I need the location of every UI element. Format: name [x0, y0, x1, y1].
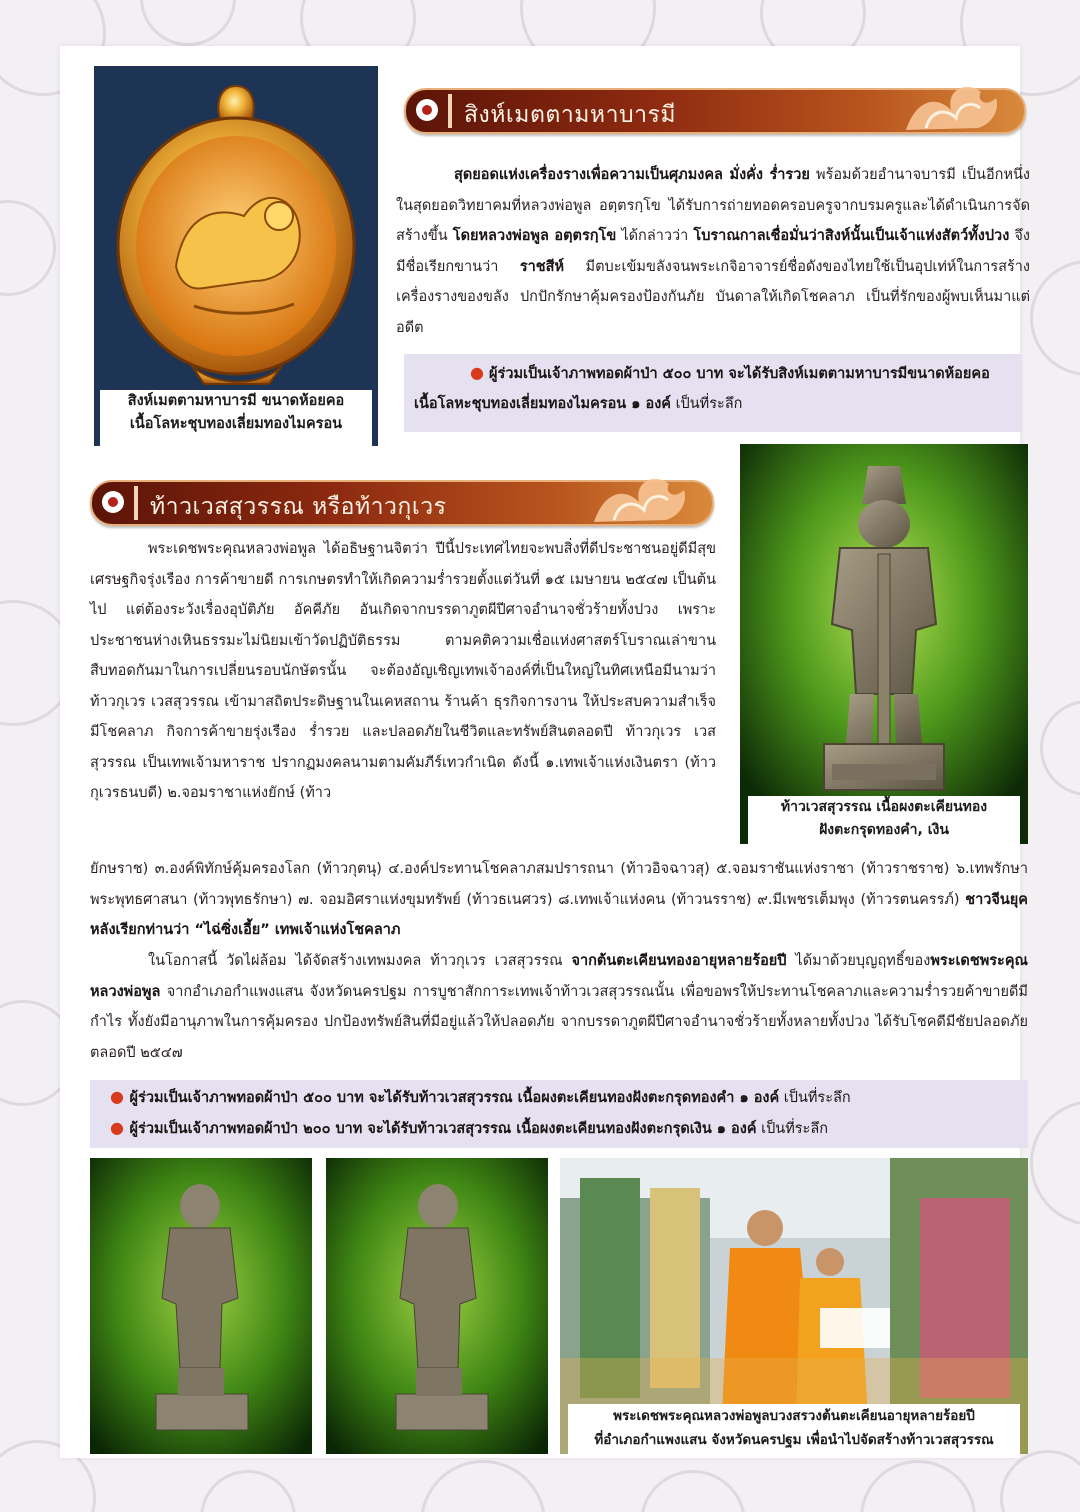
lion-description	[396, 160, 1030, 343]
paragraph-text: ยักษราช) ๓.องค์พิทักษ์คุ้มครองโลก (ท้าวกุตนุ) ๔.องค์ประทานโชคลาภสมปรารถนา (ท้าวอิจฉาวสุ) ๕.จอมราชันแห่งราชา (ท้าวราชราช) ๖.เทพรักษาพระพุทธศาสนา (ท้าวพุทธรักษา) ๗. จอมอิศราแห่งขุมทรัพย์ (ท้าวธเนศวร) ๘.เทพเจ้าแห่งคน (ท้าวนรราช) ๙.มีเพชรเต็มพุง (ท้าวรตนครรภ์)	[90, 861, 1028, 908]
swirl-ornament	[200, 1470, 296, 1512]
section-title: สิงห์เมตตามหาบารมี	[464, 102, 677, 128]
flame-ornament-icon	[896, 80, 1016, 138]
vessavana-statue-caption	[748, 796, 1020, 844]
divider	[448, 94, 452, 128]
offer-line	[110, 1082, 1018, 1113]
swirl-ornament	[1030, 1100, 1080, 1226]
paragraph-text: มีตบะเข้มขลังจนพระเกจิอาจารย์ชื่อดังของไทยใช้เป็นอุปเท่ห์ในการสร้างเครื่องรางของขลัง ปกปักรักษาคุ้มครองป้องกันภัย บันดาลให้เกิดโชคลาภ เป็นที่รักของผู้พบเห็นมาแต่อดีต	[396, 258, 1030, 336]
swirl-ornament	[0, 200, 56, 296]
caption-line: เนื้อโลหะชุบทองเลี่ยมทองไมครอน	[129, 416, 343, 432]
paragraph-highlight: จากต้นตะเคียนทองอายุหลายร้อยปี	[571, 953, 787, 969]
flame-ornament-icon	[584, 472, 704, 530]
caption-line: พระเดชพระคุณหลวงพ่อพูลบวงสรวงต้นตะเคียนอายุหลายร้อยปี	[613, 1408, 975, 1424]
paragraph-highlight: ราชสีห์	[519, 258, 565, 275]
lion-offer-box	[404, 354, 1022, 432]
offer-suffix: เป็นที่ระลึก	[670, 396, 743, 412]
divider	[134, 486, 138, 520]
swirl-ornament	[420, 1460, 546, 1512]
offer-line	[110, 1113, 1018, 1144]
offer-text: ผู้ร่วมเป็นเจ้าภาพทอดผ้าป่า ๒๐๐ บาท จะได้รับท้าวเวสสุวรรณ เนื้อผงตะเคียนทองฝังตะกรุดเงิน ๑ องค์	[129, 1121, 757, 1137]
paragraph-highlight: พระเดชพระคุณหลวงพ่อพูล	[90, 953, 1028, 1000]
section-heading-vessavana	[90, 480, 714, 526]
offer-text: ผู้ร่วมเป็นเจ้าภาพทอดผ้าป่า ๕๐๐ บาท จะได้รับสิงห์เมตตามหาบารมีขนาดห้อยคอ เนื้อโลหะชุบทองเลี่ยมทองไมครอน ๑ องค์	[414, 366, 990, 412]
offer-suffix: เป็นที่ระลึก	[756, 1121, 829, 1137]
paragraph-text: จากอำเภอกำแพงแสน จังหวัดนครปฐม การบูชาสักการะเทพเจ้าท้าวเวสสุวรรณนั้น เพื่อขอพรให้ประทานโชคลาภและความร่ำรวยค้าขายดีมีกำไร ทั้งยังมีอานุภาพในการคุ้มครอง ปกป้องทรัพย์สินที่มีอยู่แล้วให้ปลอดภัย จากบรรดาภูตผีปีศาจอำนาจชั่วร้ายทั้งหลายทั้งปวง ได้รับโชคดีมีชัยปลอดภัยตลอดปี ๒๕๔๗	[90, 983, 1028, 1061]
bullet-icon: ●	[110, 1118, 130, 1137]
section-title: ท้าวเวสสุวรรณ หรือท้าวกุเวร	[150, 494, 447, 520]
lion-pendant-photo	[94, 66, 378, 446]
lion-pendant-caption	[100, 390, 372, 450]
vessavana-creation-description	[90, 946, 1028, 1068]
caption-line: ฝังตะกรุดทองคำ, เงิน	[819, 822, 949, 838]
paragraph-text: พระเดชพระคุณหลวงพ่อพูล ได้อธิษฐานจิตว่า ปีนี้ประเทศไทยจะพบสิ่งที่ดีประชาชนอยู่ดีมีสุข เศรษฐกิจรุ่งเรือง การค้าขายดี การเกษตรทำให้เกิดความร่ำรวยตั้งแต่วันที่ ๑๕ เมษายน ๒๕๔๗ เป็นต้นไป แต่ต้องระวังเรื่องอุบัติภัย อัคคีภัย อันเกิดจากบรรดาภูตผีปีศาจอำนาจชั่วร้ายทั้งปวง เพราะประชาชนห่างเหินธรรมะไม่นิยมเข้าวัดปฏิบัติธรรม ตามคติความเชื่อแห่งศาสตร์โบราณเล่าขานสืบทอดกันมาในการเปลี่ยนรอบนักษัตรนั้น จะต้องอัญเชิญเทพเจ้าองค์ที่เป็นใหญ่ในทิศเหนือมีนามว่า ท้าวกุเวร เวสสุวรรณ เข้ามาสถิตประดิษฐานในเคหสถาน ร้านค้า ธุรกิจการงาน ให้ประสบความสำเร็จ มีโชคลาภ กิจการค้าขายรุ่งเรือง ร่ำรวย และปลอดภัยในชีวิตและทรัพย์สินตลอดปี ท้าวกุเวร เวสสุวรรณ เป็นเทพเจ้ามหาราช ปรากฏมงคลนามตามคัมภีร์เทวกำเนิด ดังนี้ ๑.เทพเจ้าแห่งเงินตรา (ท้าวกุเวรธนบดี) ๒.จอมราชาแห่งยักษ์ (ท้าว	[90, 541, 716, 801]
caption-line: ท้าวเวสสุวรรณ เนื้อผงตะเคียนทอง	[780, 799, 988, 815]
swirl-ornament	[860, 1460, 976, 1512]
vessavana-titles-list	[90, 854, 1028, 946]
offer-text: ผู้ร่วมเป็นเจ้าภาพทอดผ้าป่า ๕๐๐ บาท จะได้รับท้าวเวสสุวรรณ เนื้อผงตะเคียนทองฝังตะกรุดทองคำ ๑ องค์	[129, 1090, 780, 1106]
section-heading-lion	[404, 88, 1026, 134]
statue-front-photo	[90, 1158, 312, 1454]
caption-line: ที่อำเภอกำแพงแสน จังหวัดนครปฐม เพื่อนำไปจัดสร้างท้าวเวสสุวรรณ	[594, 1432, 994, 1448]
swirl-ornament	[1000, 1450, 1080, 1512]
swirl-ornament	[140, 0, 236, 46]
paragraph-text: ในโอกาสนี้ วัดไผ่ล้อม ได้จัดสร้างเทพมงคล ท้าวกุเวร เวสสุวรรณ	[148, 953, 572, 969]
paragraph-highlight: สุดยอดแห่งเครื่องรางเพื่อความเป็นศุภมงคล มั่งคั่ง ร่ำรวย	[454, 167, 810, 183]
bullet-icon: ●	[110, 1087, 130, 1106]
swirl-ornament	[1030, 260, 1080, 376]
paragraph-text: พร้อมด้วยอำนาจบารมี เป็นอีกหนึ่งในสุดยอดวิทยาคมที่หลวงพ่อพูล อตฺตรกฺโข ได้รับการถ่ายทอดครอบครูจากบรมครูและได้ดำเนินการจัดสร้างขึ้น	[396, 167, 1030, 244]
swirl-ornament	[1040, 700, 1080, 796]
vessavana-offer-box	[90, 1080, 1028, 1148]
brochure-page	[60, 46, 1030, 1458]
bullet-icon	[102, 491, 124, 513]
vessavana-statue-photo	[740, 444, 1028, 844]
swirl-ornament	[640, 1470, 746, 1512]
bullet-icon: ●	[470, 363, 484, 382]
paragraph-highlight: โบราณกาลเชื่อมั่นว่าสิงห์นั้นเป็นเจ้าแห่งสัตว์ทั้งปวง	[693, 228, 1010, 244]
paragraph-highlight: ชาวจีนยุคหลังเรียกท่านว่า “ไฉ่ซิ่งเอี้ย” เทพเจ้าแห่งโชคลาภ	[90, 891, 1028, 938]
paragraph-text: จึงมีชื่อเรียกขานว่า	[396, 228, 1030, 275]
ceremony-caption	[568, 1404, 1020, 1454]
offer-suffix: เป็นที่ระลึก	[779, 1090, 851, 1106]
paragraph-text: ได้มาด้วยบุญฤทธิ์ของ	[786, 953, 931, 969]
paragraph-highlight: โดยหลวงพ่อพูล อตฺตรกฺโข	[452, 228, 617, 244]
vessavana-description	[90, 534, 716, 809]
bullet-icon	[416, 99, 438, 121]
caption-line: สิงห์เมตตามหาบารมี ขนาดห้อยคอ	[127, 393, 345, 409]
statue-back-photo	[326, 1158, 548, 1454]
paragraph-text: ได้กล่าวว่า	[616, 228, 694, 244]
